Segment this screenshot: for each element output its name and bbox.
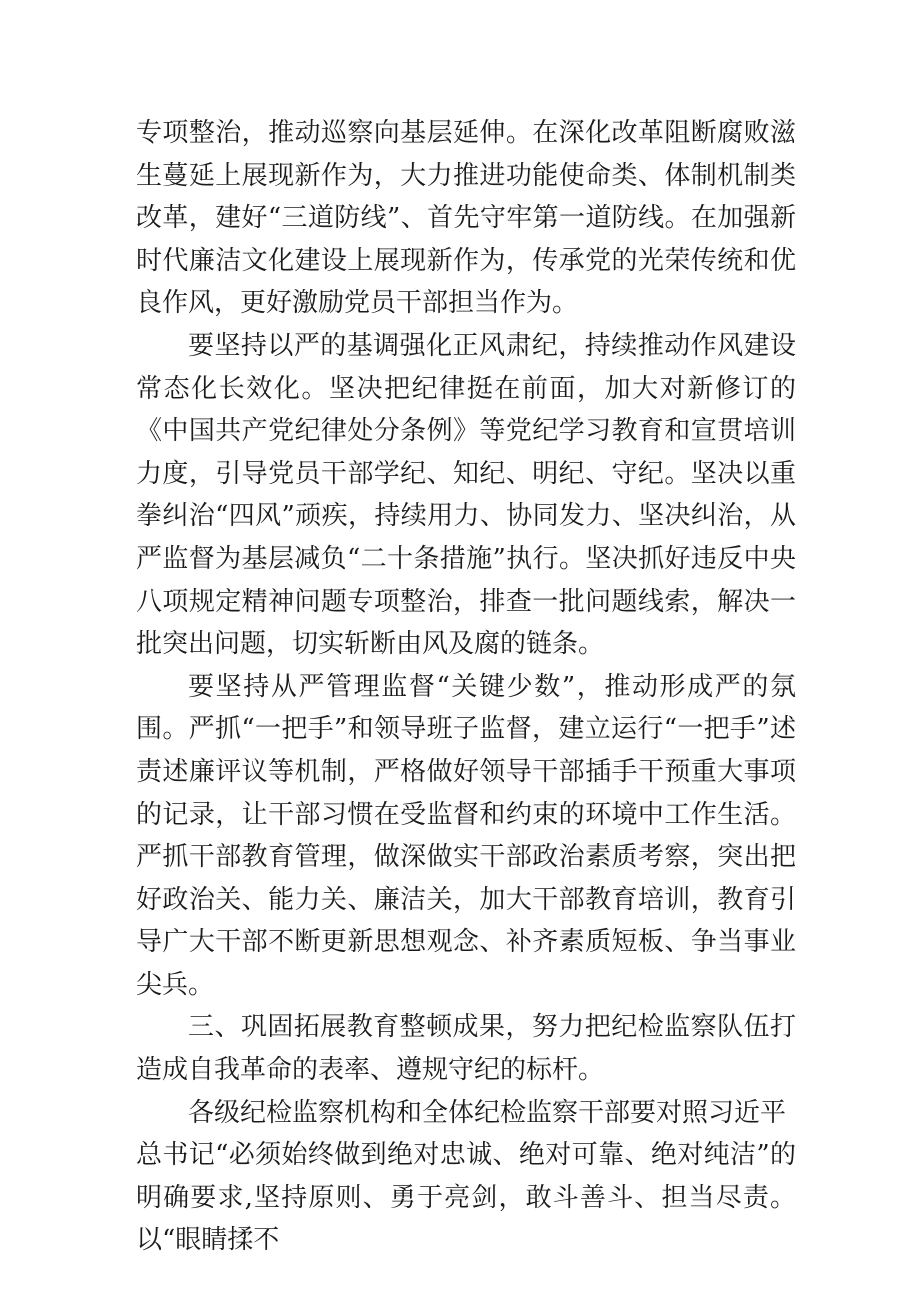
document-body [136,112,796,1262]
paragraph-requirements: 总书记“必须始终做到绝对忠诚、绝对可靠、绝对纯洁”的明确要求,坚持原则、勇于亮剑，敢斗善斗、担当尽责。以“眼睛揉不 [136,1140,796,1256]
paragraph-short-line: 各级纪检监察机构和全体纪检监察干部要对照习近平 [188,1097,787,1128]
paragraph-style-discipline: 要坚持以严的基调强化正风肃纪，持续推动作风建设常态化长效化。坚决把纪律挺在前面，加大对新修订的《中国共产党纪律处分条例》等党纪学习教育和宣贯培训力度，引导党员干部学纪、知纪、明纪、守纪。坚决以重拳纠治“四风”顽疾，持续用力、协同发力、坚决纠治，从严监督为基层减负“二十条措施”执行。坚决抓好违反中央八项规定精神问题专项整治，排查一批问题线索，解决一批突出问题，切实斩断由风及腐的链条。 [136,330,796,660]
section-heading-three: 三、巩固拓展教育整顿成果，努力把纪检监察队伍打造成自我革命的表率、遵规守纪的标杆。 [136,1012,796,1086]
paragraph-key-minority: 要坚持从严管理监督“关键少数”，推动形成严的氛围。严抓“一把手”和领导班子监督，建立运行“一把手”述责述廉评议等机制，严格做好领导干部插手干预重大事项的记录，让干部习惯在受监督和约束的环境中工作生活。严抓干部教育管理，做深做实干部政治素质考察，突出把好政治关、能力关、廉洁关，加大干部教育培训，教育引导广大干部不断更新思想观念、补齐素质短板、争当事业尖兵。 [136,671,796,1000]
paragraph-continuation: 专项整治，推动巡察向基层延伸。在深化改革阻断腐败滋生蔓延上展现新作为，大力推进功能使命类、体制机制类改革，建好“三道防线”、首先守牢第一道防线。在加强新时代廉洁文化建设上展现新作为，传承党的光荣传统和优良作风，更好激励党员干部担当作为。 [136,118,796,319]
